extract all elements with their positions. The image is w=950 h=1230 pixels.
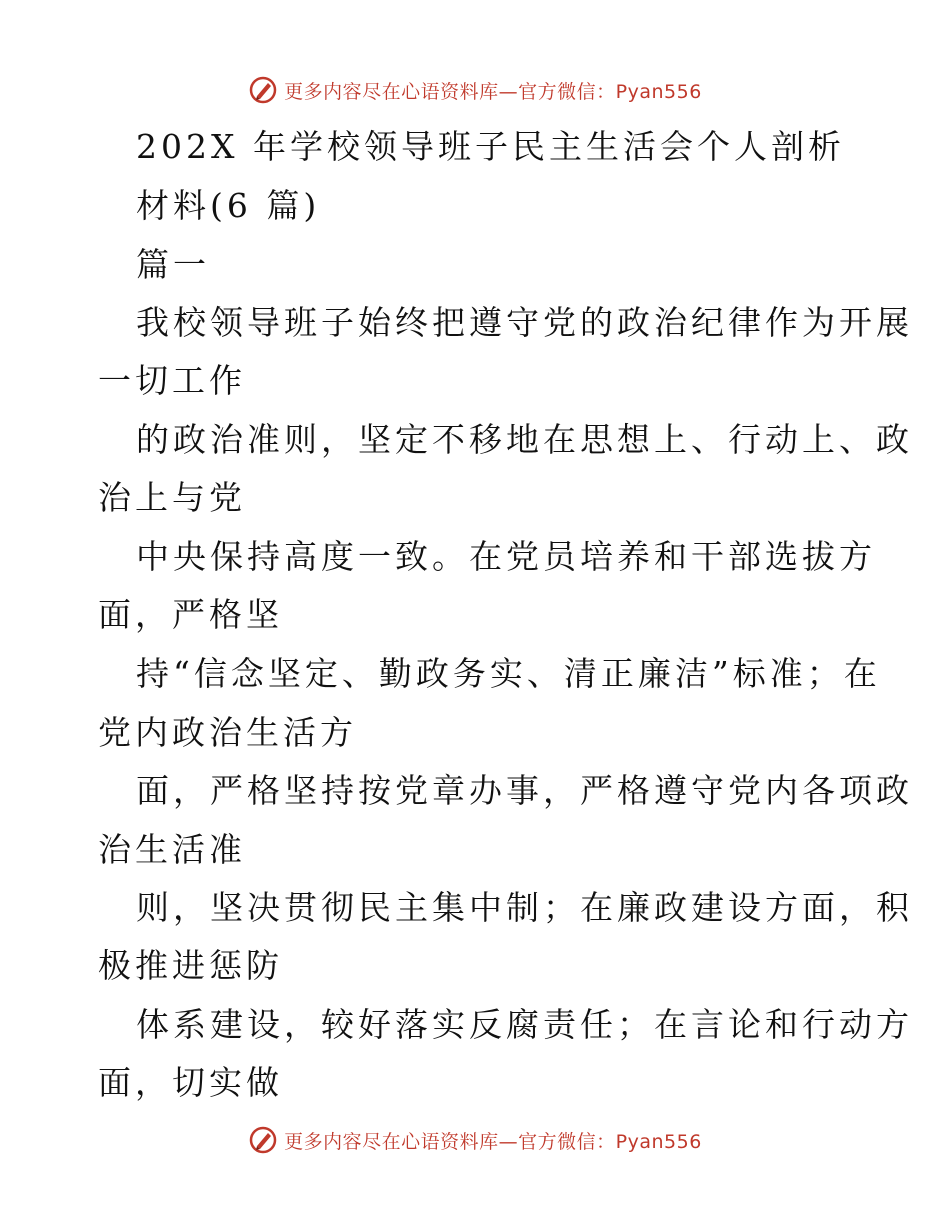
watermark-text: 更多内容尽在心语资料库—官方微信：Pyan556 xyxy=(284,1130,702,1153)
paragraph-line: 极推进惩防 xyxy=(98,946,283,985)
paragraph-line: 治上与党 xyxy=(98,478,246,517)
paragraph-line: 党内政治生活方 xyxy=(98,713,357,752)
footer-watermark xyxy=(0,1120,950,1160)
paragraph-line: 一切工作 xyxy=(98,361,246,400)
paragraph-line: 的政治准则，坚定不移地在思想上、行动上、政 xyxy=(136,420,913,459)
paragraph-line: 体系建设，较好落实反腐责任；在言论和行动方 xyxy=(136,1005,913,1044)
paragraph-line: 我校领导班子始终把遵守党的政治纪律作为开展 xyxy=(136,303,913,342)
paragraph-line: 面，切实做 xyxy=(98,1063,283,1102)
watermark-text: 更多内容尽在心语资料库—官方微信：Pyan556 xyxy=(284,80,702,103)
pen-logo-icon xyxy=(248,75,278,105)
footer-watermark-inner xyxy=(248,1125,702,1155)
section-heading: 篇一 xyxy=(136,245,210,284)
document-title-line-1: 202X 年学校领导班子民主生活会个人剖析 xyxy=(136,127,845,166)
header-watermark-inner xyxy=(248,75,702,105)
paragraph-line: 治生活准 xyxy=(98,830,246,869)
document-title-line-2: 材料(6 篇) xyxy=(136,186,321,225)
paragraph-line: 面，严格坚 xyxy=(98,595,283,634)
paragraph-line: 则，坚决贯彻民主集中制；在廉政建设方面，积 xyxy=(136,888,913,927)
paragraph-line: 面，严格坚持按党章办事，严格遵守党内各项政 xyxy=(136,771,913,810)
paragraph-line: 中央保持高度一致。在党员培养和干部选拔方 xyxy=(136,537,876,576)
pen-logo-icon xyxy=(248,1125,278,1155)
paragraph-line: 持“信念坚定、勤政务实、清正廉洁”标准；在 xyxy=(136,654,881,693)
header-watermark xyxy=(0,70,950,110)
